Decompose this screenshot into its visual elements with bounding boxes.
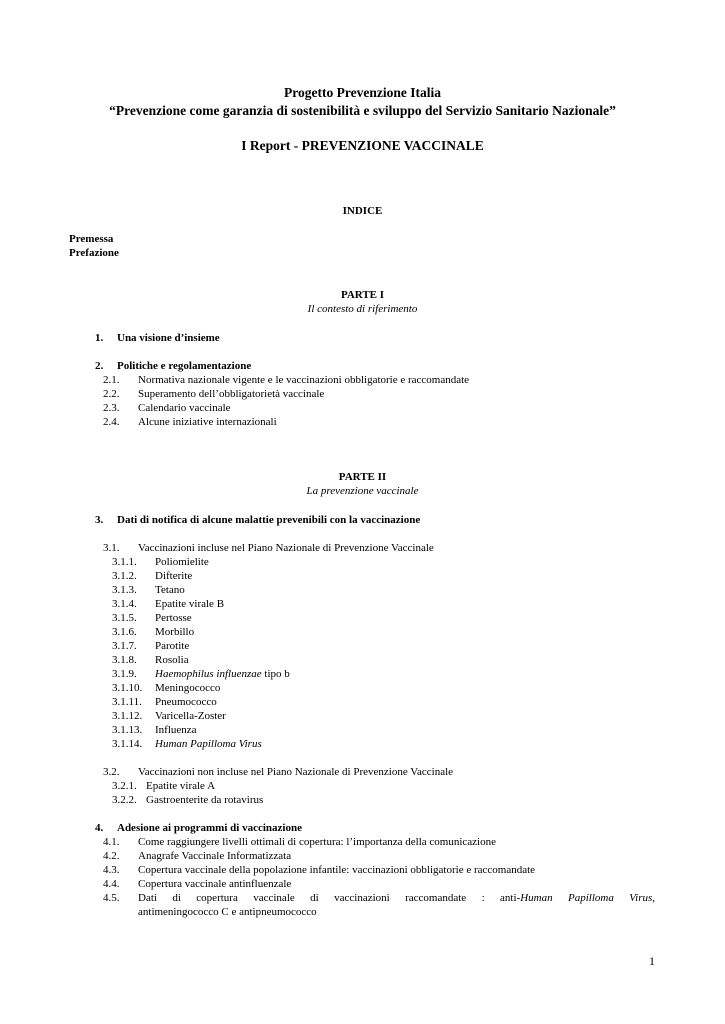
toc-entry-3-1-13: [0, 723, 725, 737]
toc-number: 4.4.: [103, 878, 120, 890]
toc-number: 1.: [95, 332, 104, 344]
toc-entry-3-1-9: [0, 667, 725, 681]
toc-label: Pneumococco: [155, 696, 217, 708]
document-title: Progetto Prevenzione Italia: [284, 85, 441, 100]
toc-label: Pertosse: [155, 612, 192, 624]
toc-entry-3-1-2: [0, 569, 725, 583]
toc-entry-4-3: [0, 863, 725, 877]
toc-entry-3-1-11: [0, 695, 725, 709]
toc-entry-3-2-1: [0, 779, 725, 793]
toc-number: 3.1.3.: [112, 584, 137, 596]
toc-number: 3.1.12.: [112, 710, 143, 722]
toc-label: Politiche e regolamentazione: [117, 360, 252, 372]
toc-entry-3-1: [0, 541, 725, 555]
toc-number: 2.2.: [103, 388, 120, 400]
toc-number: 3.1.8.: [112, 654, 137, 666]
toc-number: 3.1.: [103, 542, 120, 554]
toc-number: 4.3.: [103, 864, 120, 876]
index-heading: INDICE: [342, 205, 383, 217]
page-number: 1: [649, 954, 655, 968]
toc-number: 2.3.: [103, 402, 120, 414]
document-subtitle: “Prevenzione come garanzia di sostenibilità e sviluppo del Servizio Sanitario Nazionale”: [109, 103, 616, 118]
toc-number: 3.1.1.: [112, 556, 137, 568]
toc-label: Gastroenterite da rotavirus: [146, 794, 264, 806]
toc-entry-4-5: [0, 891, 725, 905]
toc-number: 3.2.2.: [112, 794, 137, 806]
toc-number: 3.1.2.: [112, 570, 137, 582]
toc-entry-3-2: [0, 765, 725, 779]
toc-number: 3.1.6.: [112, 626, 137, 638]
toc-number: 4.1.: [103, 836, 120, 848]
toc-label-suffix: ,: [652, 892, 655, 904]
toc-label: Human Papilloma Virus: [155, 738, 262, 750]
part-one-subtitle: Il contesto di riferimento: [307, 303, 418, 315]
toc-label: Alcune iniziative internazionali: [138, 416, 277, 428]
toc-entry-2-3: [0, 401, 725, 415]
toc-label-italic: Haemophilus influenzae: [155, 668, 262, 680]
toc-entry-3-1-6: [0, 625, 725, 639]
toc-label: Vaccinazioni non incluse nel Piano Nazionale di Prevenzione Vaccinale: [138, 766, 454, 778]
toc-label: Parotite: [155, 640, 190, 652]
toc-entry-2-2: [0, 387, 725, 401]
toc-label: Morbillo: [155, 626, 195, 638]
toc-number: 4.2.: [103, 850, 120, 862]
toc-label: Epatite virale B: [155, 598, 225, 610]
toc-label-italic: Human Papilloma Virus: [520, 892, 653, 904]
toc-label-rest: tipo b: [261, 668, 290, 680]
toc-entry-2-4: [0, 415, 725, 429]
toc-number: 3.1.9.: [112, 668, 137, 680]
toc-entry-3-1-5: [0, 611, 725, 625]
toc-entry-2: [0, 359, 725, 373]
toc-label: Una visione d’insieme: [117, 332, 220, 344]
toc-entry-3: [0, 513, 725, 527]
toc-number: 3.2.: [103, 766, 120, 778]
toc-number: 2.: [95, 360, 104, 372]
toc-number: 3.1.11.: [112, 696, 142, 708]
toc-entry-3-1-4: [0, 597, 725, 611]
toc-number: 3.1.10.: [112, 682, 143, 694]
toc-label: Tetano: [155, 584, 185, 596]
toc-number: 3.1.13.: [112, 724, 143, 736]
toc-label: Dati di notifica di alcune malattie prevenibili con la vaccinazione: [117, 514, 421, 526]
toc-entry-3-1-14: [0, 737, 725, 751]
toc-label: Normativa nazionale vigente e le vaccinazioni obbligatorie e raccomandate: [138, 374, 470, 386]
toc-label: Vaccinazioni incluse nel Piano Nazionale di Prevenzione Vaccinale: [138, 542, 434, 554]
toc-label-line-2: antimeningococco C e antipneumococco: [138, 906, 317, 918]
toc-number: 3.1.4.: [112, 598, 137, 610]
report-title: I Report - PREVENZIONE VACCINALE: [241, 138, 484, 153]
part-two-heading: PARTE II: [338, 471, 387, 483]
toc-entry-3-1-7: [0, 639, 725, 653]
front-item-prefazione: Prefazione: [69, 247, 119, 259]
toc-label: Difterite: [155, 570, 193, 582]
toc-label: Come raggiungere livelli ottimali di copertura: l’importanza della comunicazione: [138, 836, 496, 848]
toc-label: [155, 667, 290, 681]
toc-label: Adesione ai programmi di vaccinazione: [117, 822, 302, 834]
toc-number: 3.1.14.: [112, 738, 143, 750]
toc-label: Poliomielite: [155, 556, 209, 568]
toc-number: 3.: [95, 514, 104, 526]
toc-label-prefix: Dati di copertura vaccinale di vaccinazioni raccomandate : anti-: [138, 892, 521, 904]
toc-label: Varicella-Zoster: [155, 710, 226, 722]
toc-entry-4-1: [0, 835, 725, 849]
toc-entry-3-1-10: [0, 681, 725, 695]
toc-entry-4-4: [0, 877, 725, 891]
toc-entry-2-1: [0, 373, 725, 387]
toc-number: 3.1.5.: [112, 612, 137, 624]
toc-entry-4: [0, 821, 725, 835]
toc-entry-3-1-1: [0, 555, 725, 569]
toc-entry-3-1-3: [0, 583, 725, 597]
toc-number: 2.4.: [103, 416, 120, 428]
toc-entry-1: [0, 331, 725, 345]
toc-entry-4-5-continued: [0, 905, 725, 919]
toc-label: Rosolia: [155, 654, 189, 666]
toc-number: 4.5.: [103, 892, 120, 904]
toc-label: Superamento dell’obbligatorietà vaccinale: [138, 388, 325, 400]
toc-label: Epatite virale A: [146, 780, 216, 792]
toc-entry-3-1-12: [0, 709, 725, 723]
toc-label: Influenza: [155, 724, 197, 736]
toc-label: Calendario vaccinale: [138, 402, 231, 414]
toc-label: Copertura vaccinale antinfluenzale: [138, 878, 292, 890]
toc-number: 3.1.7.: [112, 640, 137, 652]
part-one-heading: PARTE I: [340, 289, 385, 301]
toc-number: 3.2.1.: [112, 780, 137, 792]
toc-entry-3-2-2: [0, 793, 725, 807]
toc-label-line-1: [138, 891, 655, 905]
toc-label: Meningococco: [155, 682, 221, 694]
toc-number: 4.: [95, 822, 104, 834]
front-item-premessa: Premessa: [69, 233, 114, 245]
toc-entry-4-2: [0, 849, 725, 863]
part-two-subtitle: La prevenzione vaccinale: [306, 485, 419, 497]
toc-label: Copertura vaccinale della popolazione infantile: vaccinazioni obbligatorie e raccomandate: [138, 864, 536, 876]
toc-number: 2.1.: [103, 374, 120, 386]
toc-label: Anagrafe Vaccinale Informatizzata: [138, 850, 292, 862]
toc-entry-3-1-8: [0, 653, 725, 667]
